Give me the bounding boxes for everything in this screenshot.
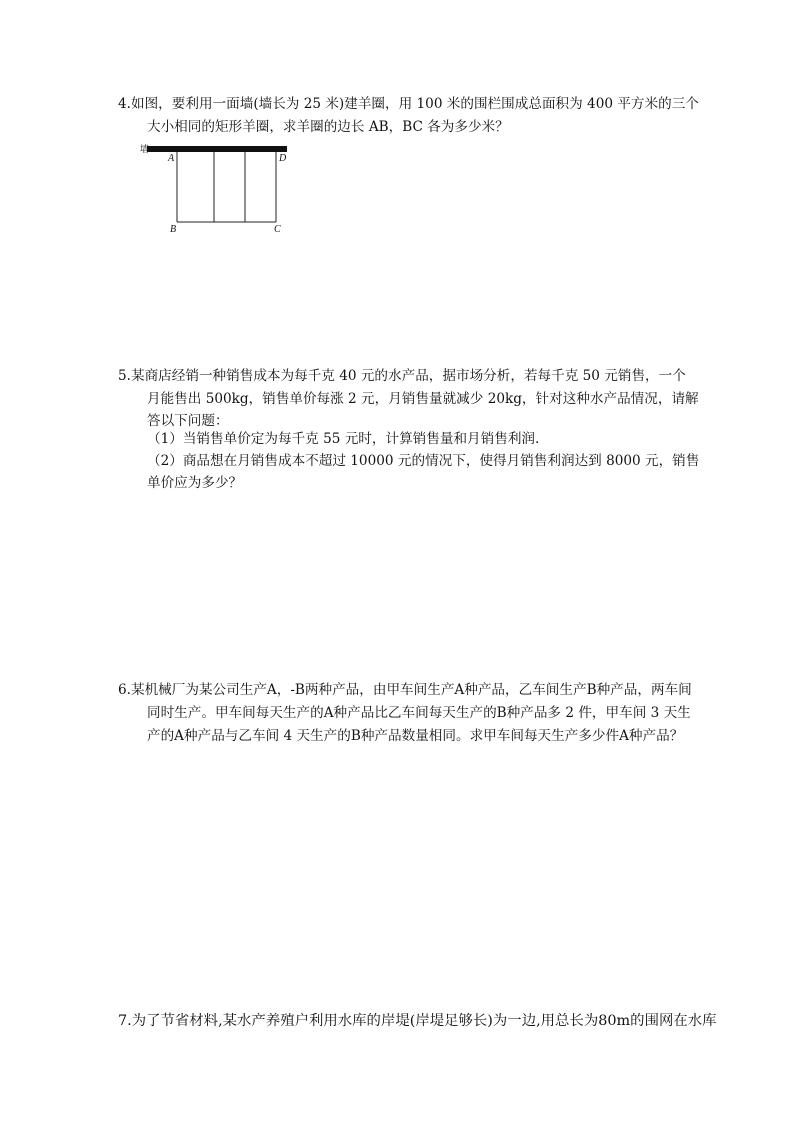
question-6-line-2: 同时生产。甲车间每天生产的A种产品比乙车间每天生产的B种产品多 2 件，甲车间 3 天生	[147, 705, 691, 721]
label-b: B	[170, 224, 177, 235]
question-4-line-2: 大小相同的矩形羊圈，求羊圈的边长 AB，BC 各为多少米？	[147, 119, 509, 135]
question-5-line-2: 月能售出 500kg，销售单价每涨 2 元，月销售量就减少 20kg，针对这种水产品情况，请解	[147, 391, 699, 407]
wall	[147, 146, 287, 152]
question-5-line-3: 答以下问题：	[147, 413, 229, 429]
label-c: C	[274, 224, 281, 235]
question-7-line-1: 7.为了节省材料,某水产养殖户利用水库的岸堤(岸堤足够长)为一边,用总长为80m的围网在水库	[118, 1013, 717, 1029]
question-6-line-3: 产的A种产品与乙车间 4 天生产的B种产品数量相同。求甲车间每天生产多少件A种产品？	[147, 728, 684, 744]
sheep-pen-diagram	[140, 138, 300, 238]
question-5-part-2: （2）商品想在月销售成本不超过 10000 元的情况下，使得月销售利润达到 8000 元，销售	[147, 453, 700, 469]
question-5-part-1: （1）当销售单价定为每千克 55 元时，计算销售量和月销售利润.	[147, 431, 540, 447]
label-d: D	[279, 153, 287, 164]
question-5-line-1: 5.某商店经销一种销售成本为每千克 40 元的水产品，据市场分析，若每千克 50 元销售，一个	[118, 368, 686, 384]
wall-label: 墙	[140, 145, 150, 155]
label-a: A	[168, 153, 175, 164]
question-4-line-1: 4.如图，要利用一面墙(墙长为 25 米)建羊圈，用 100 米的围栏围成总面积为 400 平方米的三个	[118, 96, 699, 112]
question-6-line-1: 6.某机械厂为某公司生产A，-B两种产品，由甲车间生产A种产品，乙车间生产B种产品，两车间	[118, 682, 692, 698]
question-5-part-2-cont: 单价应为多少？	[147, 475, 243, 491]
